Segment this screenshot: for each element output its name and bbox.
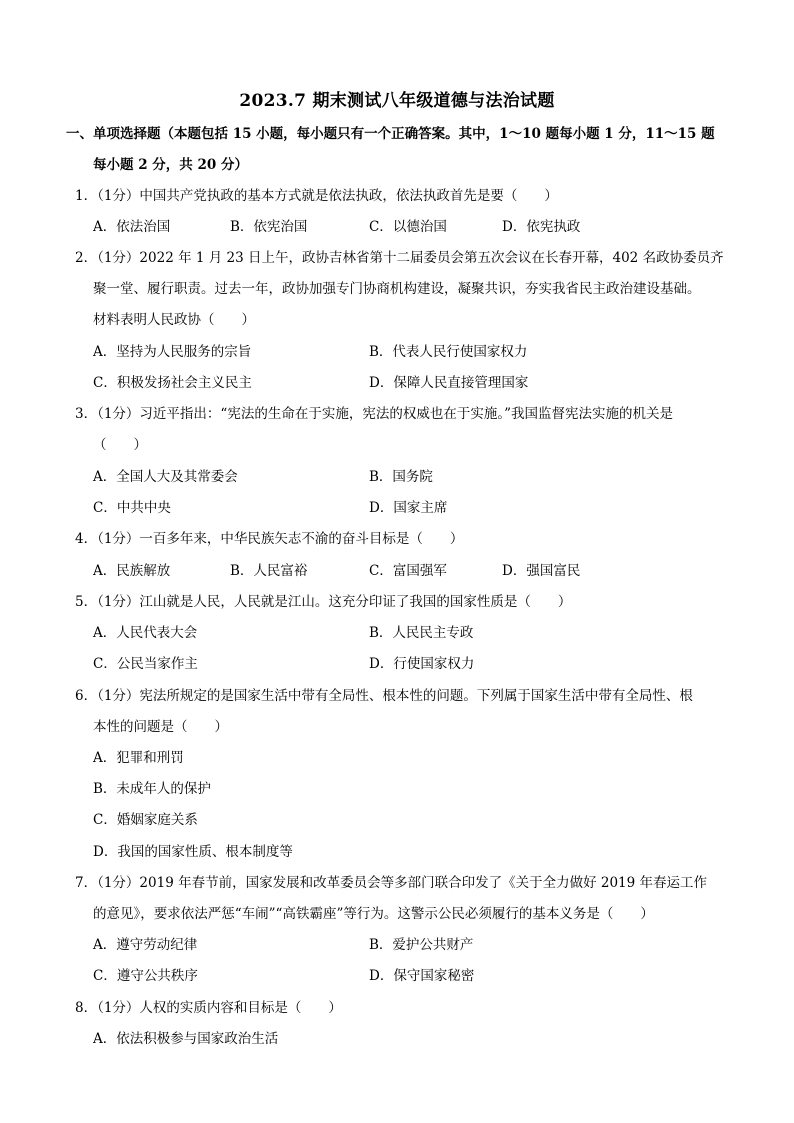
- question-3-stem-line1: 3．（1分）习近平指出：“宪法的生命在于实施，宪法的权威也在于实施。”我国监督宪法实施的机关是: [75, 406, 673, 422]
- question-4-option-b: B．人民富裕: [230, 563, 308, 579]
- section-heading-line1: 一、单项选择题（本题包括 15 小题，每小题只有一个正确答案。其中，1～10 题每小题 1 分，11～15 题: [66, 126, 715, 142]
- question-7-option-b: B．爱护公共财产: [369, 937, 474, 953]
- question-7-option-c: C．遵守公共秩序: [93, 968, 198, 984]
- question-7-option-d: D．保守国家秘密: [369, 968, 475, 984]
- question-1-option-b: B．依宪治国: [230, 219, 308, 235]
- question-1-stem-line1: 1．（1分）中国共产党执政的基本方式就是依法执政，依法执政首先是要（ ）: [75, 188, 558, 204]
- question-7-option-a: A．遵守劳动纪律: [93, 937, 198, 953]
- question-7-stem-line2: 的意见》，要求依法严惩“车闹”“高铁霸座”等行为。这警示公民必须履行的基本义务是（ ）: [93, 906, 654, 922]
- question-2-stem-line1: 2．（1分）2022 年 1 月 23 日上午，政协吉林省第十二届委员会第五次会议在长春开幕，402 名政协委员齐: [75, 250, 724, 266]
- question-5-stem-line1: 5．（1分）江山就是人民，人民就是江山。这充分印证了我国的国家性质是（ ）: [75, 594, 572, 610]
- question-7-stem-line1: 7．（1分）2019 年春节前，国家发展和改革委员会等多部门联合印发了《关于全力做好 2019 年春运工作: [75, 875, 708, 891]
- question-8-stem-line1: 8．（1分）人权的实质内容和目标是（ ）: [75, 1000, 342, 1016]
- question-4-option-d: D．强国富民: [502, 563, 581, 579]
- question-6-option-a: A．犯罪和刑罚: [93, 750, 184, 766]
- question-3-option-b: B．国务院: [369, 469, 433, 485]
- question-4-option-c: C．富国强军: [369, 563, 447, 579]
- question-2-option-a: A．坚持为人民服务的宗旨: [93, 344, 252, 360]
- question-3-stem-line2: （ ）: [93, 437, 147, 453]
- question-4-stem-line1: 4．（1分）一百多年来，中华民族矢志不渝的奋斗目标是（ ）: [75, 531, 464, 547]
- question-1-option-c: C．以德治国: [369, 219, 447, 235]
- question-5-option-b: B．人民民主专政: [369, 625, 474, 641]
- question-5-option-c: C．公民当家作主: [93, 656, 198, 672]
- question-5-option-d: D．行使国家权力: [369, 656, 475, 672]
- question-2-stem-line3: 材料表明人民政协（ ）: [93, 312, 255, 328]
- question-6-option-b: B．未成年人的保护: [93, 781, 211, 797]
- question-1-option-d: D．依宪执政: [502, 219, 581, 235]
- question-4-option-a: A．民族解放: [93, 563, 171, 579]
- question-6-stem-line2: 本性的问题是（ ）: [93, 719, 228, 735]
- question-3-option-a: A．全国人大及其常委会: [93, 469, 238, 485]
- question-3-option-c: C．中共中央: [93, 500, 171, 516]
- question-6-option-d: D．我国的国家性质、根本制度等: [93, 844, 293, 860]
- question-8-option-a: A．依法积极参与国家政治生活: [93, 1031, 279, 1047]
- page-title: 2023.7 期末测试八年级道德与法治试题: [239, 91, 555, 111]
- question-1-option-a: A．依法治国: [93, 219, 171, 235]
- section-heading-line2: 每小题 2 分，共 20 分）: [93, 157, 248, 173]
- question-6-stem-line1: 6．（1分）宪法所规定的是国家生活中带有全局性、根本性的问题。下列属于国家生活中带有全局性、根: [75, 688, 693, 704]
- question-5-option-a: A．人民代表大会: [93, 625, 198, 641]
- question-2-option-b: B．代表人民行使国家权力: [369, 344, 528, 360]
- question-6-option-c: C．婚姻家庭关系: [93, 812, 198, 828]
- question-3-option-d: D．国家主席: [369, 500, 448, 516]
- question-2-option-c: C．积极发扬社会主义民主: [93, 375, 252, 391]
- question-2-stem-line2: 聚一堂、履行职责。过去一年，政协加强专门协商机构建设，凝聚共识，夯实我省民主政治建设基础。: [93, 281, 701, 297]
- question-2-option-d: D．保障人民直接管理国家: [369, 375, 529, 391]
